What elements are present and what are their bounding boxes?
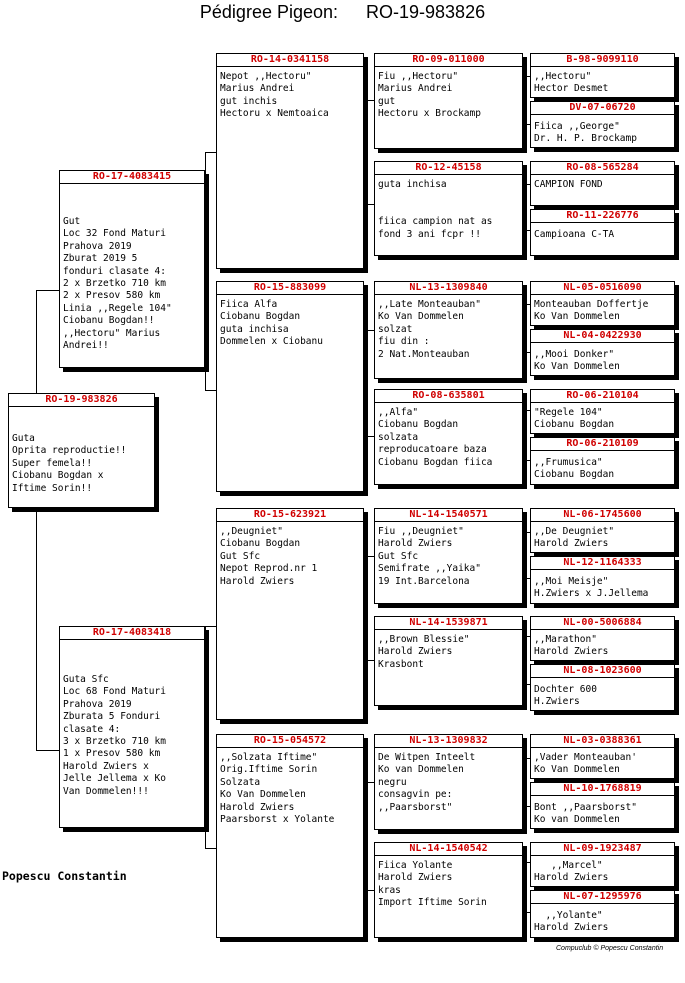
connector (523, 578, 530, 579)
connector (364, 204, 374, 205)
owner-name: Popescu Constantin (2, 869, 127, 883)
connector (523, 184, 524, 230)
connector (36, 750, 60, 751)
connector (36, 290, 37, 394)
ring-number: NL-12-1164333 (531, 557, 674, 570)
pigeon-card-gen4 (530, 53, 675, 98)
ring-number: NL-09-1923487 (531, 843, 674, 856)
pigeon-card-subject (8, 393, 155, 508)
pigeon-info: ,,Deugniet" Ciobanu Bogdan Gut Sfc Nepot Reprod.nr 1 Harold Zwiers (220, 526, 318, 587)
ring-number: NL-13-1309840 (375, 282, 522, 295)
ring-number: RO-17-4083418 (60, 627, 204, 640)
connector (36, 290, 60, 291)
pigeon-card-gen4 (530, 101, 675, 148)
pigeon-info: Fiica ,,George" Dr. H. P. Brockamp (534, 121, 637, 145)
pigeon-info: Fiica Alfa Ciobanu Bogdan guta inchisa Dommelen x Ciobanu (220, 299, 323, 348)
connector (523, 410, 530, 411)
connector (205, 152, 216, 153)
pigeon-card-gen4 (530, 389, 675, 434)
connector (523, 124, 530, 125)
ring-number: RO-09-011000 (375, 54, 522, 67)
ring-number: NL-14-1540571 (375, 509, 522, 522)
pigeon-info: Guta Sfc Loc 68 Fond Maturi Prahova 2019 Zburata 5 Fonduri clasate 4: 3 x Brzetko 710 km 1 x Presov 580 km Harold Zwiers x Jelle Jellema x Ko Van Dommelen!!! (63, 674, 166, 797)
pigeon-info: ,,Frumusica" Ciobanu Bogdan (534, 457, 615, 481)
ring-number: RO-08-565284 (531, 162, 674, 175)
pigeon-card-gen4 (530, 508, 675, 553)
connector (523, 532, 524, 578)
ring-number: NL-14-1539871 (375, 617, 522, 630)
pigeon-info: ,,Brown Blessie" Harold Zwiers Krasbont (378, 634, 470, 670)
connector (364, 782, 374, 783)
page-title (0, 2, 685, 23)
ring-number: RO-06-210104 (531, 390, 674, 403)
pigeon-card-gen3 (374, 161, 523, 256)
connector (523, 862, 524, 912)
pigeon-info: ,,Moi Meisje" H.Zwiers x J.Jellema (534, 576, 649, 600)
connector (364, 660, 374, 661)
ring-number: RO-15-883099 (217, 282, 363, 295)
pigeon-card-gen4 (530, 734, 675, 779)
pigeon-card-gen4 (530, 664, 675, 711)
pigeon-card-gen4 (530, 782, 675, 829)
pigeon-info: Monteauban Doffertje Ko Van Dommelen (534, 299, 649, 323)
pigeon-info: ,,Hectoru" Hector Desmet (534, 71, 609, 95)
connector (523, 912, 530, 913)
ring-number: RO-11-226776 (531, 210, 674, 223)
connector (523, 862, 530, 863)
connector (523, 806, 530, 807)
connector (205, 152, 206, 390)
connector (523, 758, 524, 806)
pigeon-info: "Regele 104" Ciobanu Bogdan (534, 407, 615, 431)
pigeon-info: CAMPION FOND (534, 179, 603, 190)
connector (364, 436, 374, 437)
pigeon-card-gen4 (530, 616, 675, 661)
pigeon-info: Campioana C-TA (534, 229, 615, 240)
pigeon-card-gen3 (374, 734, 523, 830)
pigeon-card-gen3 (374, 842, 523, 938)
footer-credit: Compuclub © Popescu Constantin (556, 945, 664, 952)
pigeon-card-gen3 (374, 616, 523, 706)
connector (523, 758, 530, 759)
connector (523, 352, 530, 353)
pigeon-card-gen2 (216, 508, 364, 720)
connector (205, 848, 216, 849)
connector (364, 330, 365, 436)
connector (364, 782, 365, 890)
title-label: Pédigree Pigeon: (199, 2, 339, 22)
ring-number: B-98-9099110 (531, 54, 674, 67)
pigeon-card-gen3 (374, 281, 523, 379)
ring-number: RO-17-4083415 (60, 171, 204, 184)
pigeon-card-gen3 (374, 53, 523, 149)
pigeon-info: ,,Alfa" Ciobanu Bogdan solzata reproducatoare baza Ciobanu Bogdan fiica (378, 407, 493, 468)
pigeon-card-gen2 (216, 281, 364, 492)
title-ring: RO-19-983826 (366, 2, 486, 22)
pigeon-card-gen4 (530, 329, 675, 376)
ring-number: NL-13-1309832 (375, 735, 522, 748)
connector (523, 532, 530, 533)
connector (523, 460, 530, 461)
pigeon-info: Fiu ,,Hectoru" Marius Andrei gut Hectoru x Brockamp (378, 71, 481, 120)
connector (36, 506, 37, 750)
connector (523, 636, 524, 684)
ring-number: RO-15-623921 (217, 509, 363, 522)
pigeon-card-gen4 (530, 161, 675, 206)
ring-number: RO-15-054572 (217, 735, 363, 748)
ring-number: RO-14-0341158 (217, 54, 363, 67)
ring-number: RO-06-210109 (531, 438, 674, 451)
connector (205, 390, 216, 391)
ring-number: RO-08-635801 (375, 390, 522, 403)
pigeon-info: ,,Mooi Donker" Ko Van Dommelen (534, 349, 620, 373)
pigeon-info: De Witpen Inteelt Ko van Dommelen negru consagvin pe: ,,Paarsborst" (378, 752, 476, 813)
pigeon-info: Fiica Yolante Harold Zwiers kras Import Iftime Sorin (378, 860, 487, 909)
connector (523, 76, 530, 77)
pigeon-card-gen3 (374, 508, 523, 604)
connector (205, 626, 206, 848)
pigeon-card-sire (59, 170, 205, 368)
pigeon-card-gen3 (374, 389, 523, 485)
pigeon-card-gen4 (530, 890, 675, 938)
pigeon-card-gen2 (216, 53, 364, 269)
pigeon-info: ,,Yolante" Harold Zwiers (534, 910, 609, 934)
pigeon-info: ,,De Deugniet" Harold Zwiers (534, 526, 615, 550)
pigeon-info: ,,Solzata Iftime" Orig.Iftime Sorin Solzata Ko Van Dommelen Harold Zwiers Paarsborst x Yolante (220, 752, 335, 826)
connector (364, 890, 374, 891)
pigeon-info: ,,Late Monteauban" Ko Van Dommelen solzat fiu din : 2 Nat.Monteauban (378, 299, 481, 360)
connector (364, 556, 365, 660)
pigeon-info: ,,Marathon" Harold Zwiers (534, 634, 609, 658)
ring-number: NL-00-5006884 (531, 617, 674, 630)
pigeon-card-gen4 (530, 281, 675, 326)
connector (523, 184, 530, 185)
connector (364, 556, 374, 557)
connector (523, 76, 524, 124)
pigeon-card-gen4 (530, 556, 675, 604)
pigeon-info: Gut Loc 32 Fond Maturi Prahova 2019 Zburat 2019 5 fonduri clasate 4: 2 x Brzetko 710 km 2 x Presov 580 km Linia ,,Regele 104" Ciobanu Bogdan!! ,,Hectoru" Marius Andrei!! (63, 216, 172, 352)
ring-number: NL-03-0388361 (531, 735, 674, 748)
pigeon-info: ,,Marcel" Harold Zwiers (534, 860, 609, 884)
connector (523, 636, 530, 637)
pigeon-info: Bont ,,Paarsborst" Ko van Dommelen (534, 802, 637, 826)
pigeon-info: Guta Oprita reproductie!! Super femela!! Ciobanu Bogdan x Iftime Sorin!! (12, 433, 127, 494)
pigeon-card-gen4 (530, 842, 675, 887)
pigeon-card-gen2 (216, 734, 364, 938)
pigeon-info: guta inchisa fiica campion nat as fond 3 ani fcpr !! (378, 179, 493, 240)
connector (364, 100, 365, 204)
pigeon-card-gen4 (530, 209, 675, 256)
connector (205, 626, 216, 627)
ring-number: NL-06-1745600 (531, 509, 674, 522)
connector (523, 684, 530, 685)
ring-number: NL-05-0516090 (531, 282, 674, 295)
ring-number: NL-04-0422930 (531, 330, 674, 343)
pigeon-card-dam (59, 626, 205, 828)
ring-number: NL-10-1768819 (531, 783, 674, 796)
connector (364, 100, 374, 101)
ring-number: NL-07-1295976 (531, 891, 674, 904)
pigeon-info: Fiu ,,Deugniet" Harold Zwiers Gut Sfc Semifrate ,,Yaika" 19 Int.Barcelona (378, 526, 481, 587)
pigeon-info: Nepot ,,Hectoru" Marius Andrei gut inchis Hectoru x Nemtoaica (220, 71, 329, 120)
pigeon-info: Dochter 600 H.Zwiers (534, 684, 597, 708)
pigeon-info: ,Vader Monteauban' Ko Van Dommelen (534, 752, 637, 776)
ring-number: NL-14-1540542 (375, 843, 522, 856)
connector (523, 410, 524, 460)
ring-number: RO-19-983826 (9, 394, 154, 407)
connector (523, 304, 524, 352)
ring-number: NL-08-1023600 (531, 665, 674, 678)
connector (364, 330, 374, 331)
pigeon-card-gen4 (530, 437, 675, 485)
connector (523, 304, 530, 305)
ring-number: RO-12-45158 (375, 162, 522, 175)
ring-number: DV-07-06720 (531, 102, 674, 115)
connector (523, 230, 530, 231)
